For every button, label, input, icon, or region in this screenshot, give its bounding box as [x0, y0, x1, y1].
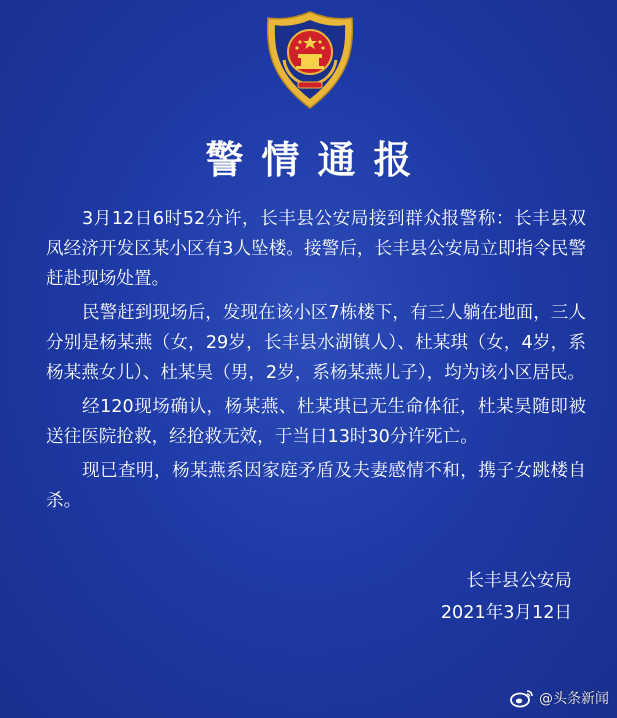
notice-title: 警情通报: [205, 137, 430, 182]
source-watermark: [509, 688, 609, 708]
signature-organization: 长丰县公安局: [466, 571, 572, 591]
weibo-icon: [509, 688, 535, 708]
signature-date: 2021年3月12日: [440, 603, 572, 623]
notice-paragraph: 3月12日6时52分许，长丰县公安局接到群众报警称：长丰县双凤经济开发区某小区有3人坠楼。接警后，长丰县公安局立即指令民警赶赴现场处置。: [46, 209, 586, 289]
watermark-text: @头条新闻: [539, 691, 609, 707]
notice-paragraph: 民警赶到现场后，发现在该小区7栋楼下，有三人躺在地面，三人分别是杨某燕（女，29岁，长丰县水湖镇人）、杜某琪（女，4岁，系杨某燕女儿）、杜某昊（男，2岁，系杨某燕儿子），均为该小区居民。: [46, 303, 586, 383]
notice-paragraph: 现已查明，杨某燕系因家庭矛盾及夫妻感情不和，携子女跳楼自杀。: [46, 461, 586, 511]
notice-paragraph: 经120现场确认，杨某燕、杜某琪已无生命体征，杜某昊随即被送往医院抢救，经抢救无效，于当日13时30分许死亡。: [46, 397, 586, 447]
notice-body: [46, 204, 586, 520]
police-emblem-icon: [258, 8, 362, 112]
